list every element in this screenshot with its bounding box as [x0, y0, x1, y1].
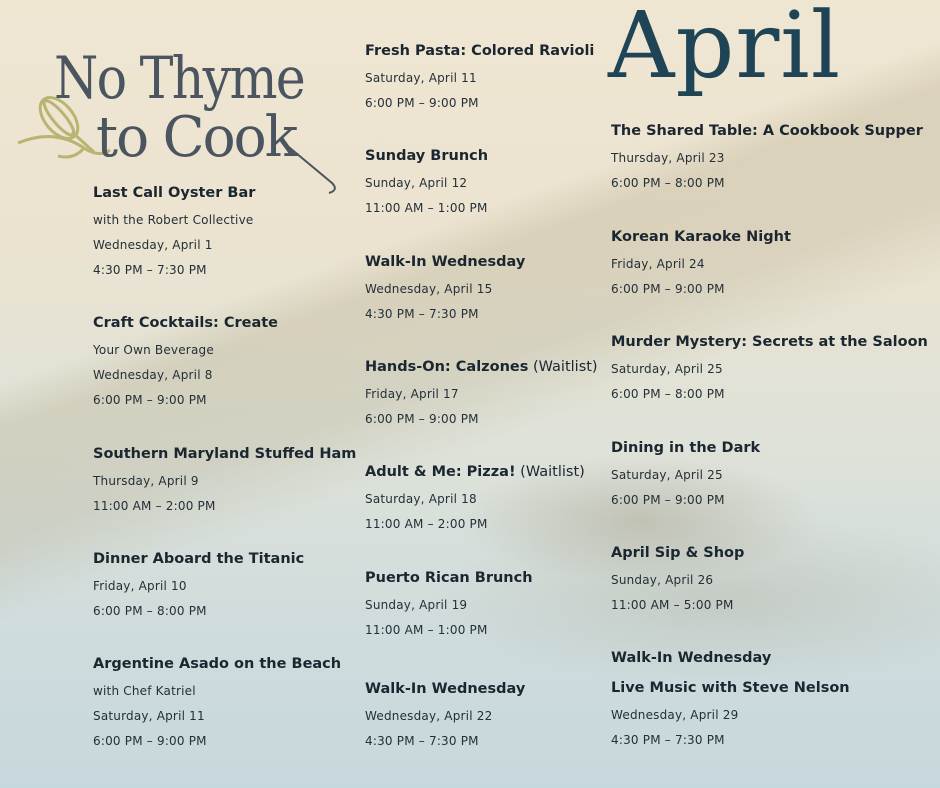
event-date: Wednesday, April 29 [611, 708, 739, 722]
event-title: Puerto Rican Brunch [365, 570, 533, 586]
event-time: 4:30 PM – 7:30 PM [365, 734, 479, 748]
event-title-text: Hands-On: Calzones [365, 359, 529, 375]
event-time: 4:30 PM – 7:30 PM [611, 733, 725, 747]
event-title: April Sip & Shop [611, 545, 745, 561]
event-date: Friday, April 17 [365, 387, 459, 401]
event-item [611, 538, 931, 618]
event-title: Last Call Oyster Bar [93, 185, 256, 201]
event-time: 6:00 PM – 8:00 PM [611, 176, 725, 190]
event-title: Craft Cocktails: Create [93, 315, 279, 331]
event-date: Wednesday, April 15 [365, 282, 493, 296]
event-date: Saturday, April 18 [365, 492, 477, 506]
event-date: Wednesday, April 1 [93, 238, 213, 252]
event-date: Wednesday, April 8 [93, 368, 213, 382]
waitlist-note: (Waitlist) [528, 359, 598, 375]
event-title: The Shared Table: A Cookbook Supper [611, 123, 923, 139]
event-title: Dining in the Dark [611, 440, 761, 456]
event-time: 4:30 PM – 7:30 PM [365, 307, 479, 321]
event-title: Walk-In Wednesday [611, 650, 772, 666]
event-item [611, 643, 931, 753]
logo-text-line1: No Thyme [54, 44, 304, 112]
event-time: 6:00 PM – 9:00 PM [611, 493, 725, 507]
event-title: Argentine Asado on the Beach [93, 656, 342, 672]
event-time: 6:00 PM – 8:00 PM [93, 604, 207, 618]
event-time: 6:00 PM – 9:00 PM [365, 96, 479, 110]
event-title: Sunday Brunch [365, 148, 489, 164]
event-subtitle: Live Music with Steve Nelson [611, 680, 850, 696]
event-title-text: Adult & Me: Pizza! [365, 464, 516, 480]
event-time: 11:00 AM – 2:00 PM [93, 499, 216, 513]
event-time: 6:00 PM – 9:00 PM [365, 412, 479, 426]
event-time: 4:30 PM – 7:30 PM [93, 263, 207, 277]
event-item [611, 116, 931, 196]
event-date: Sunday, April 12 [365, 176, 468, 190]
event-date: Saturday, April 11 [365, 71, 477, 85]
logo-text-line2: to Cook [96, 105, 299, 170]
event-item [611, 222, 931, 302]
event-item [365, 36, 685, 116]
event-date: Saturday, April 25 [611, 362, 723, 376]
event-date: Sunday, April 26 [611, 573, 714, 587]
logo-graphic [14, 18, 344, 198]
event-time: 11:00 AM – 1:00 PM [365, 201, 488, 215]
event-date: Thursday, April 23 [611, 151, 725, 165]
event-time: 6:00 PM – 9:00 PM [93, 393, 207, 407]
event-date: Friday, April 10 [93, 579, 187, 593]
event-item [611, 433, 931, 513]
waitlist-note: (Waitlist) [515, 464, 585, 480]
event-time: 11:00 AM – 1:00 PM [365, 623, 488, 637]
event-date: Thursday, April 9 [93, 474, 199, 488]
event-title: Dinner Aboard the Titanic [93, 551, 305, 567]
event-date: Friday, April 24 [611, 257, 705, 271]
event-time: 11:00 AM – 2:00 PM [365, 517, 488, 531]
event-title: Southern Maryland Stuffed Ham [93, 446, 357, 462]
event-date: Saturday, April 25 [611, 468, 723, 482]
event-subtitle: with the Robert Collective [93, 213, 254, 227]
event-date: Sunday, April 19 [365, 598, 468, 612]
event-title: Fresh Pasta: Colored Ravioli [365, 43, 595, 59]
event-date: Saturday, April 11 [93, 709, 205, 723]
event-time: 6:00 PM – 9:00 PM [611, 282, 725, 296]
event-time: 11:00 AM – 5:00 PM [611, 598, 734, 612]
event-time: 6:00 PM – 8:00 PM [611, 387, 725, 401]
event-time: 6:00 PM – 9:00 PM [93, 734, 207, 748]
event-subtitle: with Chef Katriel [93, 684, 196, 698]
month-title: April [608, 0, 842, 99]
event-title: Korean Karaoke Night [611, 229, 791, 245]
event-title: Walk-In Wednesday [365, 254, 526, 270]
brand-logo [14, 18, 344, 198]
event-title: Murder Mystery: Secrets at the Saloon [611, 334, 928, 350]
event-item [611, 327, 931, 407]
event-date: Wednesday, April 22 [365, 709, 493, 723]
event-subtitle: Your Own Beverage [93, 343, 214, 357]
event-title: Walk-In Wednesday [365, 681, 526, 697]
